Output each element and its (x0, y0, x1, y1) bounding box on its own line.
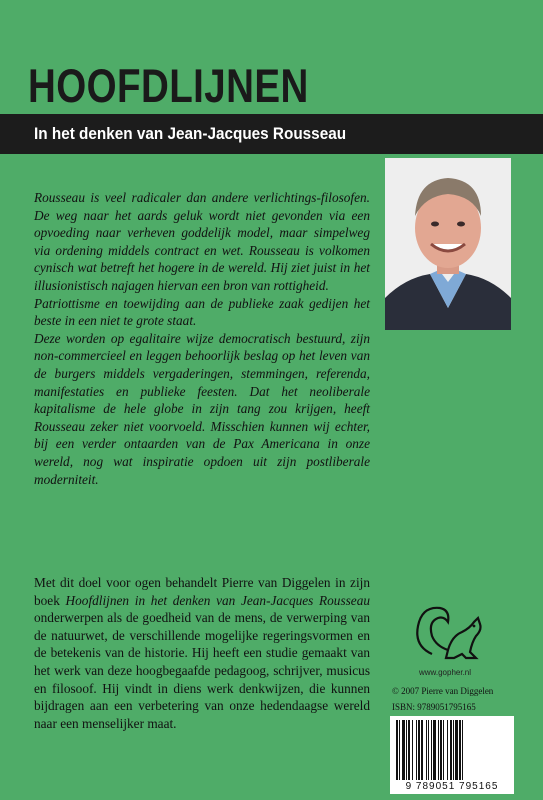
barcode-bar (459, 720, 461, 780)
barcode-bar (447, 720, 448, 780)
blurb-paragraph: Patriottisme en toewijding aan de publieke zaak gedijen het beste in een niet te grote staat. (34, 295, 370, 329)
book-title: HOOFDLIJNEN (28, 59, 309, 112)
isbn-line: ISBN: 9789051795165 (392, 702, 476, 712)
barcode-bar (412, 720, 413, 780)
barcode-digits: 9 789051 795165 (390, 781, 514, 792)
barcode-bar (399, 720, 400, 780)
barcode-bar (416, 720, 417, 780)
blurb-text (34, 189, 370, 488)
barcode-bar (433, 720, 436, 780)
barcode-bar (455, 720, 458, 780)
publisher-logo (410, 596, 500, 666)
barcode-bar (406, 720, 407, 780)
barcode-bar (450, 720, 452, 780)
barcode-bar (462, 720, 463, 780)
barcode-bar (426, 720, 427, 780)
barcode-bar (443, 720, 444, 780)
blurb-paragraph: Rousseau is veel radicaler dan andere verlichtings-filosofen. De weg naar het aards geluk wordt niet gevonden via een opvoeding naar verheven goddelijk model, maar simpelweg via ordening middels contract en wet. Rousseau is volkomen cynisch wat betreft het hogere in de wereld. Hij ziet juist in het illusionistisch najagen hiervan een bron van rottigheid. (34, 190, 370, 293)
barcode-bar (438, 720, 439, 780)
book-subtitle: In het denken van Jean-Jacques Rousseau (34, 124, 347, 143)
author-photo (385, 158, 511, 330)
barcode-bar (402, 720, 405, 780)
barcode-bar (453, 720, 454, 780)
barcode-bar (408, 720, 410, 780)
copyright-line: © 2007 Pierre van Diggelen (392, 686, 494, 696)
barcode-bar (421, 720, 423, 780)
squirrel-icon (410, 596, 500, 666)
barcode-bar (418, 720, 420, 780)
barcode-bar (396, 720, 398, 780)
barcode-bar (440, 720, 442, 780)
barcode-bar (428, 720, 429, 780)
barcode-bar (431, 720, 432, 780)
description-intro: Met dit doel voor ogen behandelt Pierre van Diggelen in zijn boek (34, 575, 370, 608)
description-text (34, 574, 370, 732)
description-rest: onderwerpen als de goedheid van de mens, de verwerping van de natuurwet, de verschillende mogelijke regeringsvormen en de betekenis van de historie. Hij heeft een studie gemaakt van het werk van deze hoogbegaafde pedagoog, schrijver, musicus en filosoof. Hij vindt in diens werk denkwijzen, die kunnen bijdragen aan een verbetering van onze hedendaagse wereld naar een menselijker maat. (34, 610, 370, 731)
publisher-url: www.gopher.nl (418, 668, 472, 677)
blurb-paragraph: Deze worden op egalitaire wijze democratisch bestuurd, zijn non-commercieel en leggen behoorlijk beslag op het leven van de burgers middels vergaderingen, stemmingen, referenda, manifestaties en publieke feesten. Dat het neoliberale kapitalisme de hele globe in zijn tang zou krijgen, heeft Rousseau zeker niet voorvoeld. Misschien kunnen wij echter, bij een verder ontaarden van de Pax Americana in onze wereld, nog wat inspiratie opdoen uit zijn postliberale moderniteit. (34, 330, 370, 487)
book-title-reference: Hoofdlijnen in het denken van Jean-Jacques Rousseau (65, 592, 370, 608)
